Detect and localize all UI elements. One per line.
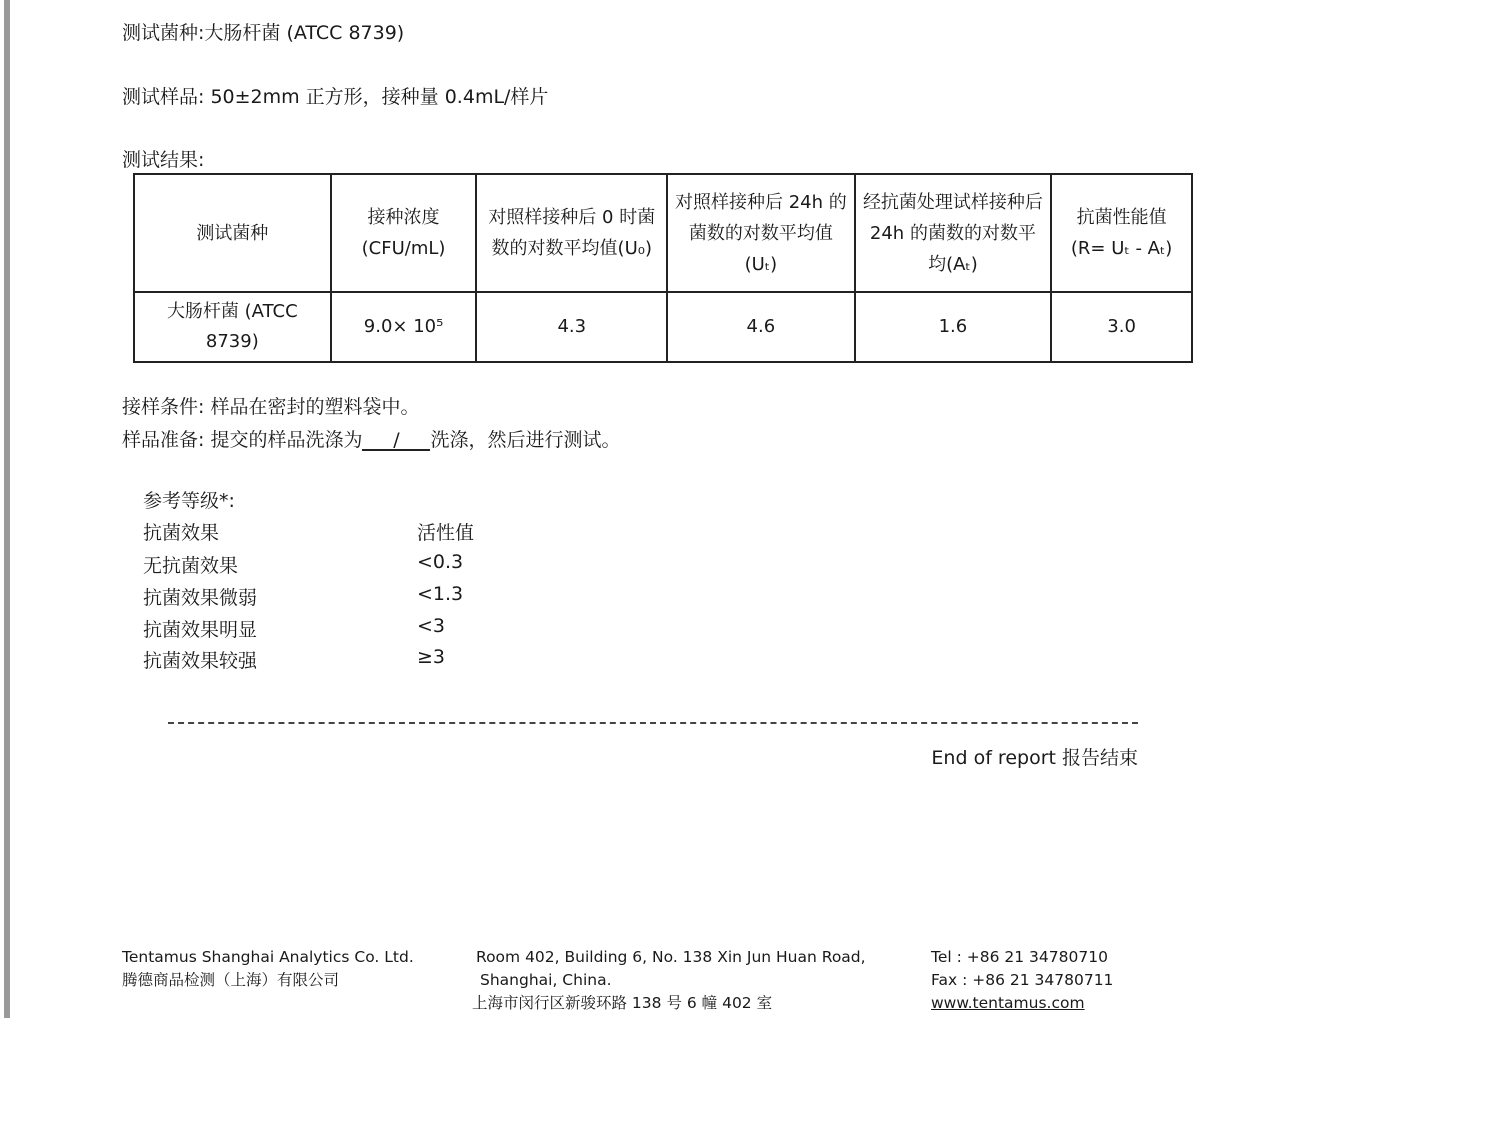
end-of-report: End of report 报告结束 (931, 747, 1138, 769)
reference-value: ≥3 (417, 646, 446, 668)
contact-fax: Fax : +86 21 34780711 (931, 971, 1114, 989)
footer-company (122, 946, 414, 992)
company-name-en: Tentamus Shanghai Analytics Co. Ltd. (122, 948, 414, 966)
reference-value: <1.3 (417, 583, 464, 605)
header-strain: 测试菌种 (134, 174, 331, 292)
table-row (134, 292, 1192, 362)
header-at: 经抗菌处理试样接种后 24h 的菌数的对数平均(Aₜ) (855, 174, 1052, 292)
receipt-condition: 接样条件: 样品在密封的塑料袋中。 (122, 396, 420, 418)
cell-r-value: 3.0 (1051, 292, 1192, 362)
results-table (133, 173, 1193, 363)
end-divider (168, 722, 1138, 724)
cell-ut: 4.6 (667, 292, 855, 362)
reference-effect: 抗菌效果较强 (143, 650, 258, 672)
website-link[interactable]: www.tentamus.com (931, 994, 1085, 1012)
contact-tel: Tel : +86 21 34780710 (931, 948, 1108, 966)
test-strain-line: 测试菌种:大肠杆菌 (ATCC 8739) (122, 22, 405, 44)
reference-value: <0.3 (417, 551, 464, 573)
cell-concentration: 9.0× 10⁵ (331, 292, 477, 362)
address-en-line2: Shanghai, China. (480, 971, 612, 989)
reference-effect: 抗菌效果明显 (143, 619, 258, 641)
reference-title: 参考等级*: (143, 490, 235, 512)
results-header-row (134, 174, 1192, 292)
prep-blank-value: / (393, 429, 400, 451)
reference-effect: 抗菌效果微弱 (143, 587, 258, 609)
company-name-cn: 腾德商品检测（上海）有限公司 (122, 971, 340, 989)
header-concentration: 接种浓度 (CFU/mL) (331, 174, 477, 292)
header-u0: 对照样接种后 0 时菌数的对数平均值(U₀) (476, 174, 667, 292)
reference-value: <3 (417, 615, 446, 637)
cell-at: 1.6 (855, 292, 1052, 362)
prep-text-after: 洗涤，然后进行测试。 (430, 429, 621, 451)
reference-col-effect: 抗菌效果 (143, 522, 220, 544)
footer-contact (931, 946, 1113, 1015)
prep-blank (362, 429, 430, 451)
header-r-value: 抗菌性能值 (R= Uₜ - Aₜ) (1051, 174, 1192, 292)
prep-text-before: 样品准备: 提交的样品洗涤为 (122, 429, 363, 451)
footer-address (472, 946, 866, 1015)
test-results-label: 测试结果: (122, 149, 205, 171)
test-sample-line: 测试样品: 50±2mm 正方形，接种量 0.4mL/样片 (122, 86, 549, 108)
address-cn: 上海市闵行区新骏环路 138 号 6 幢 402 室 (472, 994, 773, 1012)
sample-preparation (122, 425, 620, 452)
header-ut: 对照样接种后 24h 的菌数的对数平均值(Uₜ) (667, 174, 855, 292)
page-left-border (4, 0, 10, 1018)
reference-effect: 无抗菌效果 (143, 555, 239, 577)
cell-u0: 4.3 (476, 292, 667, 362)
reference-col-value: 活性值 (417, 522, 475, 544)
cell-strain: 大肠杆菌 (ATCC 8739) (134, 292, 331, 362)
address-en-line1: Room 402, Building 6, No. 138 Xin Jun Huan Road, (476, 948, 866, 966)
